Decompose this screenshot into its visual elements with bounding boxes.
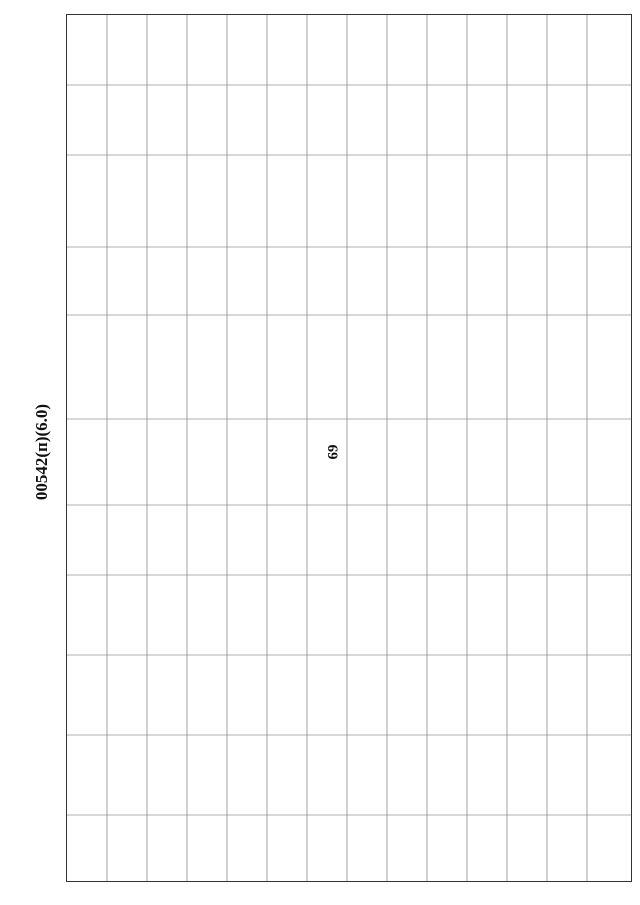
- rotated-table: [66, 14, 632, 882]
- page-number: 69: [325, 444, 342, 460]
- document-code: 00542(п)(6.0): [32, 403, 51, 501]
- table-grid-lines: [67, 15, 631, 881]
